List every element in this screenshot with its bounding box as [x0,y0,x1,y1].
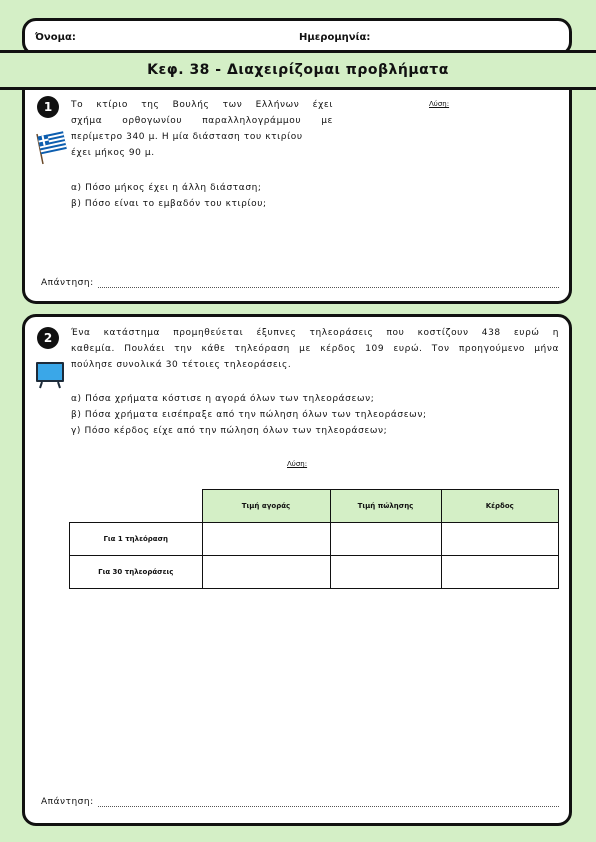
table-cell[interactable] [202,556,330,589]
table-row [70,556,559,589]
question-a: α) Πόσα χρήματα κόστισε η αγορά όλων των τηλεοράσεων; [71,394,375,404]
page-title: Κεφ. 38 - Διαχειρίζομαι προβλήματα [0,50,596,90]
table-cell[interactable] [330,523,441,556]
problem-1-box [22,84,572,304]
problem-1-line: σχήμα ορθογωνίου παραλληλογράμμου με [71,116,333,126]
problem-2-answer-line [41,797,559,807]
table-cell[interactable] [441,523,559,556]
table-header-row [70,490,559,523]
table-header-cell: Τιμή αγοράς [202,490,330,523]
problem-2-line: καθεμία. Πουλάει την κάθε τηλεόραση με κέρδος 109 ευρώ. Τον προηγούμενο μήνα [71,344,559,354]
table-cell[interactable] [202,523,330,556]
problem-1-text [71,97,333,161]
question-c: γ) Πόσο κέρδος είχε από την πώληση όλων των τηλεοράσεων; [71,426,388,436]
price-table [69,489,559,589]
problem-1-answer-line [41,278,559,288]
table-cell[interactable] [330,556,441,589]
answer-label: Απάντηση: [41,797,94,807]
problem-2-number: 2 [37,327,59,349]
greek-flag-icon [33,130,67,166]
table-row-label: Για 30 τηλεοράσεις [70,556,203,589]
table-row-label: Για 1 τηλεόραση [70,523,203,556]
date-label: Ημερομηνία: [299,32,371,43]
answer-dotted-line [98,798,559,807]
table-row [70,523,559,556]
problem-1-number: 1 [37,96,59,118]
answer-dotted-line [98,279,559,288]
table-corner [70,490,203,523]
problem-1-line: Το κτίριο της Βουλής των Ελλήνων έχει [71,100,333,110]
television-icon [33,359,67,391]
problem-1-solution-label: Λύση: [429,100,450,108]
table-header-cell: Κέρδος [441,490,559,523]
name-label: Όνομα: [35,32,76,43]
problem-2-line: Ένα κατάστημα προμηθεύεται έξυπνες τηλεοράσεις που κοστίζουν 438 ευρώ η [71,328,559,338]
question-b: β) Πόσο είναι το εμβαδόν του κτιρίου; [71,199,267,209]
problem-1-line: περίμετρο 340 μ. Η μία διάσταση του κτιρίου [71,132,303,142]
problem-2-line: πούλησε συνολικά 30 τέτοιες τηλεοράσεις. [71,360,292,370]
problem-2-box [22,314,572,826]
answer-label: Απάντηση: [41,278,94,288]
problem-2-questions [71,391,427,439]
problem-1-line: έχει μήκος 90 μ. [71,148,155,158]
problem-1-questions [71,180,267,212]
problem-2-text [71,325,559,373]
question-a: α) Πόσο μήκος έχει η άλλη διάσταση; [71,183,262,193]
problem-2-solution-label: Λύση: [287,460,308,468]
table-cell[interactable] [441,556,559,589]
question-b: β) Πόσα χρήματα εισέπραξε από την πώληση όλων των τηλεοράσεων; [71,410,427,420]
table-header-cell: Τιμή πώλησης [330,490,441,523]
